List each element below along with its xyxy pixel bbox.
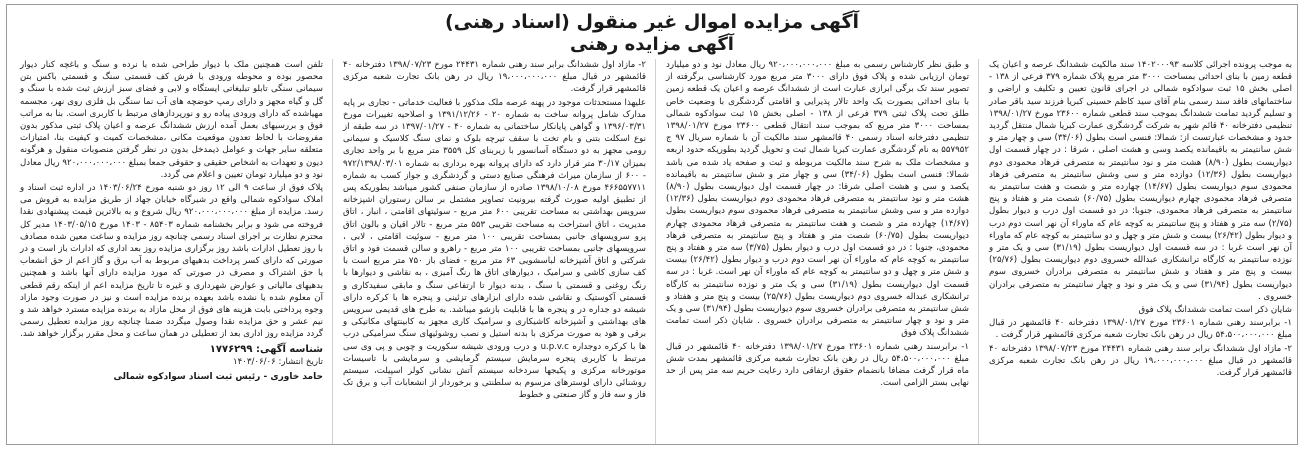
paragraph: علیهذا مستحدثات موجود در پهنه عرصه ملک مذکور با فعالیت خدماتی - تجاری بر پایه مدارک شامل پروانه ساخت به شماره ۲۰ - ۱۳۹۱/۱۲/۲۶ و اصلاحیه تغییرات مورخ ۱۳۹۶/۰۳/۳۱ و گواهی پایانکار ساختمانی به شماره ۴۰ - ۱۳۹۷/۰۱/۲۷ در سه طبقه از نوع اسکلت بتنی و بام تخت با سقف تیرچه بلوک و نمای سنگ کلاسیک و سیمانی رومی مجهز به دو دستگاه آسانسور با زیربنای کل ۳۵۵۹ متر مربع با بر واحد تجاری بمیزان ۳۰/۱۷ متر قرار دارد که دارای پروانه بهره برداری به شماره ۹۷۲/۱۳۹۸/۰۳/۰۱ - ۶۰۰ از سازمان میراث فرهنگی صنایع دستی و گردشگری و جواز کسب به شماره ۴۶۶۵۵۷۷۱۱ مورخ ۱۳۹۸/۱۰/۰۸ صادره از سازمان صنفی کشور میباشد بطوریکه پس از تطبیق اولیه صورت گرفته بیرونیت تصاویر مشتمل بر سالن رستوران اشپزخانه سرویس بهداشتی به مساحت تقریبی ۶۰۰ متر مربع - سوئیتهای اقامتی ، انبار ، اتاق مدیریت ، اتاق استراحت به مساحت تقریبی ۵۵۳ متر مربع - تالار اقیان و بالون اتاق پرو سرویسهای جانبی بمساحت تقریبی ۱۰۰ متر مربع - سوئیت اقامتی ، لابی ، سرویسهای جانبی بمساحت تقریبی ۱۰۰ متر مربع - راهرو و سالن قسمت فود و اتاق شرکتی و اتاق آشپزخانه لباسشویی ۶۳ متر مربع - فضای باز ۷۵۰ متر مربع است با کف سازی کاشی و سرامیک ، دیوارهای اتاق ها رنگ آمیزی ، به نقاشی و دیوارها با رنگ روغنی و قسمتی با سنگ ، بدنه دیوار تا ارتفاعی سنگ و مابقی سفیدکاری و قسمتی آکوستیک و نقاشی شده دارای ابزارهای تزئینی و پنجره ها با کرکره دارای شیشه دو جداره در و پنجره ها با قابلیت بازشو میباشد. به طرح های قدیمی سرویس های بهداشتی و آشپزخانه کاشیکاری و سرامیک کاری مجهز به کابینتهای مکانیکی و برقی و هود به صورت مرکزی با بدنه استیل و نصب روشوئیهای سنگ سرامیکی درب ها با کرکره دوجداره u.p.v.c و درب ورودی شیشه سکوریت و چوبی و پی وی سی مرتبط با کاربری پنجره سرمایش سیستم گرمایشی و سرمایشی با تاسیسات موتورخانه مرکزی و پکیجها سردخانه سیستم آتش نشانی کولر اسپیلت، سیستم روشنائی دارای لوسترهای مرسوم به سلطنتی و برخوردار از انشعابات آب و برق تک فاز و سه فاز و گاز صنعتی و خطوط [343,97,647,401]
paragraph: به موجب پرونده اجرائی کلاسه ۱۴۰۲۰۰۰۹۳ سند مالکیت ششدانگ عرصه و اعیان یک قطعه زمین با بنای احداثی بمساحت ۳۰۰۰ متر مربع پلاک شماره ۳۷۹ فرعی از ۱۳۸ - اصلی بخش ۱۵ ثبت سوادکوه شمالی در اجرای قانون تعیین و تکلیف و اراضی و ساختمانهای فاقد سند رسمی بنام آقای سید کاظم حسینی کبریا فرزند سید باقر صادر و تسلیم گردید تمامت ششدانگ بموجب سند قطعی شماره ۲۳۶۰۰ مورخ ۱۳۹۸/۰۱/۲۷ تنظیمی دفترخانه ۴۰ قائم شهر به شرکت گردشگری عمارت کبریا شمال منتقل گردید حدود و مشخصات عبارتست از: شمالا: فنسی است بطول (۳۴/۰۶) سی و چهار متر و شش سانتیمتر به باقیمانده یکصد وسی و هشت اصلی ، شرقا : در چهار قسمت اول دیواریست بطول (۸/۹۰) هشت متر و نود سانتیمتر به متصرفی فرهاد محمودی دوم دیواریست بطول (۱۲/۳۶) دوازده متر و سی وشش سانتیمتر به متصرفی فرهاد محمودی سوم دیواریست بطول (۱۴/۶۷) چهارده متر و شصت و هفت سانتیمتر به متصرفی فرهاد محمودی چهارم دیواریست بطول (۶۰/۷۵) شصت متر و هفتاد و پنج سانتیمتر به متصرفی فرهاد محمودی، جنوبا: در دو قسمت اول درب و دیوار بطول (۲/۷۵) سه متر و هفتاد و پنج سانتیمتر به کوچه عام که ماوراء آن نهر است دوم درب و دیوار بطول (۲۶/۴۲) بیست و شش متر و چهل و دو سانتیمتر به کوچه عام که ماوراء آن نهر است غربا : در سه قسمت اول دیواریست بطول (۳۱/۱۹) سی و یک متر و نوزده سانتیمتر به کارگاه ترانشکاری عبدالله خسروی دوم دیواریست بطول (۲۵/۷۶) بیست و پنج متر و هفتاد و شش سانتیمتر به متصرفی برادران خسروی سوم دیواریست بطول (۳۱/۹۴) سی و یک متر و نود و چهار سانتیمتر به متصرفی برادران خسروی . [989,60,1293,302]
text-column-2 [661,59,974,444]
notice-id: شناسه آگهی: ۱۷۷۶۲۹۹ [209,343,323,355]
signature: حامد خاوری - رئیس ثبت اسناد سوادکوه شمالی [113,372,323,383]
text-column-4 [15,59,328,444]
notice-header [7,5,1297,57]
paragraph: تلفن است همچنین ملک با دیوار طراحی شده با نرده و سنگ و باغچه کنار دیوار محصور بوده و محوطه ورودی با فرش کف قسمتی سنگ و قسمتی باکس بتن سیمانی سنگی تابلو تبلیغاتی ایستگاه و لابی و فضای سبز ارزش ثبت شده با سنگ و گل و گیاه مجهز و دارای رمپ حوضچه های آب نما سنگی بل فلزی روی نهر، مجسمه مهیاشده که دارای ورودی پیاده رو و نورپردازهای مرتبط با کاربری است. بنا به مراتب فوق و بررسیهای بعمل آمده ارزش ششدانگ عرصه و اعیان پلاک ثبتی مذکور بدون مفروضات با لحاظ تعدون موقعیت مکانی ،مشخصات کمیت و کیفیت بنا، امتیازات متعلقه سایر جهات و عوامل ذیمدخل بدون در نظر گرفتن منصوبات منقول و هرگونه دیون و تعهدات به اشخاص حقیقی و حقوقی جمعا بمبلغ ۹۲۰،۰۰۰،۰۰۰،۰۰۰ ریال معادل نود و دو میلیارد تومان تعیین و اعلام می گردد. [20,60,323,180]
paragraph: پلاک فوق از ساعت ۹ الی ۱۲ روز دو شنبه مورخ ۱۴۰۳/۰۶/۲۴ در اداره ثبت اسناد و املاک سوادکوه شمالی واقع در شیرگاه خیابان جهاد از طریق مزایده به فروش می رسد. مزایده از مبلغ ۹۲۰،۰۰۰،۰۰۰،۰۰۰ ریال شروع و به بالاترین قیمت پیشنهادی نقدا فروخته می شود و برابر بخشنامه شماره ۸۵۴۰۳ - ۱۴۰۳ مورخ ۱۴۰۳/۰۵/۱۵ مدیر کل محترم نظارت بر اجرای اسناد رسمی چنانچه روز مزایده و ساعت معین شده مصادف با روز تعطیل ادارات باشد روز برگزاری مزایده روز بعد اداری که ادارات باز است و در صورتی که دارای کسر پرداخت بدهیهای مربوط به آب برق و گاز اعم از حق انشعاب یا حق اشتراک و مصرف در صورتی که مورد مزایده دارای آنها باشد و همچنین بدهیهای مالیاتی و عوارض شهرداری و غیره تا تاریخ مزایده اعم از اینکه رقم قطعی آن معلوم شده یا نشده باشد بعهده برنده مزایده است و نیز در صورت وجود مازاد وجوه پرداختی بابت هزینه های فوق از محل مازاد به برنده مزایده مسترد خواهد شد و نیم عشر و حق مزایده نقدا وصول میگردد ضمنا چنانچه روز مزایده تعطیل رسمی گردد مزایده روز اداری بعد از تعطیلی در همان ساعت و محل مقرر برگزار خواهد شد. [20,183,324,340]
notice-title: آگهی مزایده اموال غیر منقول (اسناد رهنی) [444,11,860,33]
column-divider [655,59,656,444]
text-columns [7,59,1297,444]
text-column-1 [984,59,1297,444]
column-divider [978,59,979,444]
paragraph: ۲- مازاد اول ششدانگ برابر سند رهنی شماره ۲۴۴۳۱ مورخ ۱۳۹۸/۰۷/۲۳ دفترخانه ۴۰ قائمشهر در قبال مبلغ ۱۹،۰۰۰،۰۰۰،۰۰۰ ریال در رهن بانک تجارت شعبه مرکزی قائمشهر قرار گرفت. [343,60,646,95]
text-column-3 [338,59,651,444]
column-divider [332,59,333,444]
paragraph: ۲- مازاد اول ششدانگ برابر سند رهنی شماره ۲۴۴۳۱ مورخ ۱۳۹۸/۰۷/۲۳ دفترخانه ۴۰ قائمشهر در قبال مبلغ ۱۹،۰۰۰،۰۰۰،۰۰۰ ریال در رهن بانک تجارت شعبه مرکزی قائمشهر قرار گرفت. [989,343,1292,379]
paragraph: ۱- برابرسند رهنی شماره ۲۳۶۰۱ مورخ ۱۳۹۸/۰۱/۲۷ دفترخانه ۴۰ قائمشهر در قبال مبلغ ۵۴،۵۰۰،۰۰۰،۰۰۰ ریال در رهن بانک تجارت شعبه مرکزی قائمشهر قرار گرفت . [989,318,1292,341]
paragraph: ۱- برابرسند رهنی شماره ۲۳۶۰۱ مورخ ۱۳۹۸/۰۱/۲۷ دفترخانه ۴۰ قائمشهر در قبال مبلغ ۵۴،۵۰۰،۰۰۰،۰۰۰ ریال در رهن بانک تجارت شعبه مرکزی قائمشهر بمدت شش ماه قرار گرفت مضافا بانضمام حقوق ارتفاقی دارد رعایت حریم سه متر پس از حد نهایی بستر الزامی است. [666,341,969,389]
publish-date: تاریخ انتشار: ۱۴۰۳/۰۶/۰۶ [233,356,323,367]
paragraph: و طبق نظر کارشناس رسمی به مبلغ ۹۲۰،۰۰۰،۰۰۰،۰۰۰ ریال معادل نود و دو میلیارد تومان ارزیابی شده و پلاک فوق دارای ۳۰۰۰ متر مربع مورد کارشناسی برگرفته از تصویر سند تک برگی ابرازی عبارت است از ششدانگ عرصه و اعیان یک قطعه زمین با بنای احداثی بصورت یک واحد تالار پذیرایی و اقامتی گردشگری با وضعیت خاص طلق تحت پلاک ثبتی ۳۷۹ فرعی از ۱۳۸ - اصلی بخش ۱۵ ثبت سوادکوه شمالی بمساحت ۳۰۰۰ متر مربع که بموجب سند انتقال قطعی ۲۳۶۰۰ مورخ ۱۳۹۸/۰۱/۲۷ تنظیمی دفترخانه اسناد رسمی ۴۰ قائمشهر سند مالکیت آن با شماره سریال ۹۷ ج ۵۵۷۹۵۲ به نام گردشگری عمارت کبریا شمال ثبت و تحویل گردید بطوریکه حدود اربعه و مشخصات ملک به شرح سند مالکیت مربوطه و ثبت و صفحه یاد شده می باشد شمالا: فنسی است بطول (۳۴/۰۶) سی و چهار متر و شش سانتیمتر به باقیمانده یکصد و سی و هشت اصلی شرقا: در چهار قسمت اول دیواریست بطول (۸/۹۰) هشت متر و نود سانتیمتر به متصرفی فرهاد محمودی دوم دیواریست بطول (۱۲/۳۶) دوازده متر و سی وشش سانتیمتر به متصرفی فرهاد محمودی سوم دیواریست بطول (۱۴/۶۷) چهارده متر و شصت و هفت سانتیمتر به متصرفی فرهاد محمودی چهارم دیواریست بطول (۶۰/۷۵) شصت متر و هفتاد و پنج سانتیمتر به متصرفی فرهاد محمودی، جنوبا : در دو قسمت اول درب و دیوار بطول (۳/۷۵) سه متر و هفتاد و پنج سانتیمتر به کوچه عام که ماوراء آن نهر است دوم درب و دیوار بطول (۲۶/۴۲) بیست و شش متر و چهل و دو سانتیمتر به کوچه عام که ماوراء آن نهر است. غربا : در سه قسمت اول دیواریست بطول (۳۱/۱۹) سی و یک متر و نوزده سانتیمتر به کارگاه ترانشکاری عبداله خسروی دوم دیواریست بطول (۲۵/۷۶) بیست و پنج متر و هفتاد و شش سانتیمتر به متصرفی برادران خسروی سوم دیواریست بطول (۳۱/۹۴) سی و یک متر و نود و چهار سانتیمتر به متصرفی برادران خسروی . شایان ذکر است تمامت ششدانگ پلاک فوق [666,60,970,339]
notice-subtitle: آگهی مزایده رهنی [570,34,734,55]
paragraph: شایان ذکر است تمامت ششدانگ پلاک فوق [1138,305,1292,316]
notice-frame [6,4,1298,445]
